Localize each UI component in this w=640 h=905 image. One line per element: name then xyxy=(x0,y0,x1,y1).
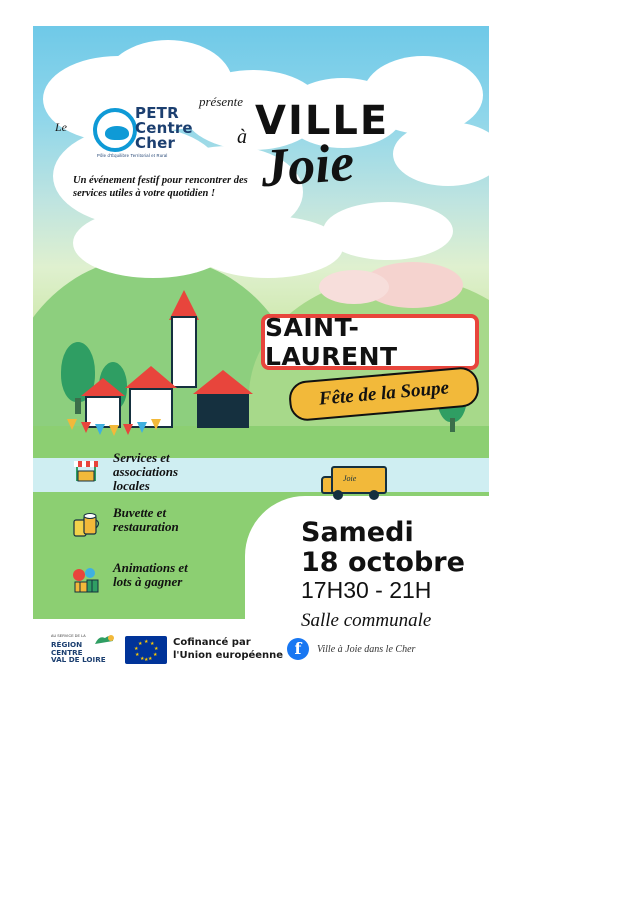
feature-line-1: Animations et xyxy=(113,560,188,575)
feature-animations-text xyxy=(113,561,188,589)
title-article: à xyxy=(237,126,247,148)
town-name: SAINT-LAURENT xyxy=(265,313,398,371)
eu-cofinancing-text xyxy=(173,636,283,662)
feature-line-3: locales xyxy=(113,478,150,493)
eu-cofinancing-line2: l'Union européenne xyxy=(173,650,284,661)
facebook-icon[interactable]: f xyxy=(287,638,309,660)
region-centre-val-de-loire-logo xyxy=(51,634,119,666)
event-date: 18 octobre xyxy=(301,547,465,578)
petr-logo-line3: Cher xyxy=(135,134,176,152)
feature-line-1: Buvette et xyxy=(113,505,167,520)
feature-line-2: associations xyxy=(113,464,179,479)
region-logo-line3: VAL DE LOIRE xyxy=(51,655,106,665)
title-joie: Joie xyxy=(259,131,356,199)
poster-flyer xyxy=(33,26,489,678)
tree-trunk-icon xyxy=(75,398,81,414)
event-venue: Salle communale xyxy=(301,610,432,631)
region-logo-top: AU SERVICE DE LA xyxy=(51,634,86,638)
title-ville: VILLE xyxy=(255,98,390,144)
house-icon xyxy=(197,394,249,428)
feature-buvette xyxy=(69,506,249,550)
house-roof-icon xyxy=(193,370,253,394)
town-sign xyxy=(261,314,479,370)
feature-services xyxy=(69,451,249,495)
feature-line-2: lots à gagner xyxy=(113,574,183,589)
event-date-block xyxy=(301,518,465,578)
region-logo-line2: CENTRE xyxy=(51,647,83,657)
eu-flag-icon: ★ ★ ★ ★ ★ ★ ★ ★ ★ ★ xyxy=(125,636,167,664)
house-roof-icon xyxy=(81,378,125,396)
food-truck-label: Joie xyxy=(343,474,357,483)
feature-services-text xyxy=(113,451,178,493)
petr-logo-line1: PETR xyxy=(135,104,179,122)
house-roof-icon xyxy=(125,366,177,388)
event-day: Samedi xyxy=(301,517,414,548)
petr-wave-icon xyxy=(93,108,137,152)
bunting-decoration xyxy=(67,419,187,437)
event-hours: 17H30 - 21H xyxy=(301,577,432,603)
feature-line-1: Services et xyxy=(113,450,170,465)
cloud-icon xyxy=(319,270,389,304)
market-stall-icon xyxy=(69,453,103,487)
feature-buvette-text xyxy=(113,506,179,534)
le-label: Le xyxy=(55,120,67,134)
petr-logo xyxy=(75,100,210,162)
petr-logo-wordmark xyxy=(135,106,193,151)
presente-label: présente xyxy=(199,94,244,109)
cloud-icon xyxy=(193,216,343,278)
beer-mugs-icon xyxy=(69,508,103,542)
region-logo-line1: RÉGION xyxy=(51,640,83,649)
feature-animations xyxy=(69,561,249,605)
truck-wheel-icon xyxy=(369,490,379,500)
petr-logo-subtitle: Pôle d'Équilibre Territorial et Rural xyxy=(97,153,168,158)
region-logo-name xyxy=(51,641,106,664)
cloud-icon xyxy=(323,202,453,260)
facebook-page-name: Ville à Joie dans le Cher xyxy=(317,644,416,655)
games-prizes-icon xyxy=(69,563,103,597)
feature-line-2: restauration xyxy=(113,519,179,534)
soup-festival-label: Fête de la Soupe xyxy=(318,377,450,410)
tree-trunk-icon xyxy=(450,418,455,432)
truck-wheel-icon xyxy=(333,490,343,500)
poster-tagline: Un événement festif pour rencontrer des services utiles à votre quotidien ! xyxy=(73,175,248,199)
petr-logo-line2: Centre xyxy=(135,119,193,137)
eu-cofinancing-line1: Cofinancé par xyxy=(173,637,251,648)
